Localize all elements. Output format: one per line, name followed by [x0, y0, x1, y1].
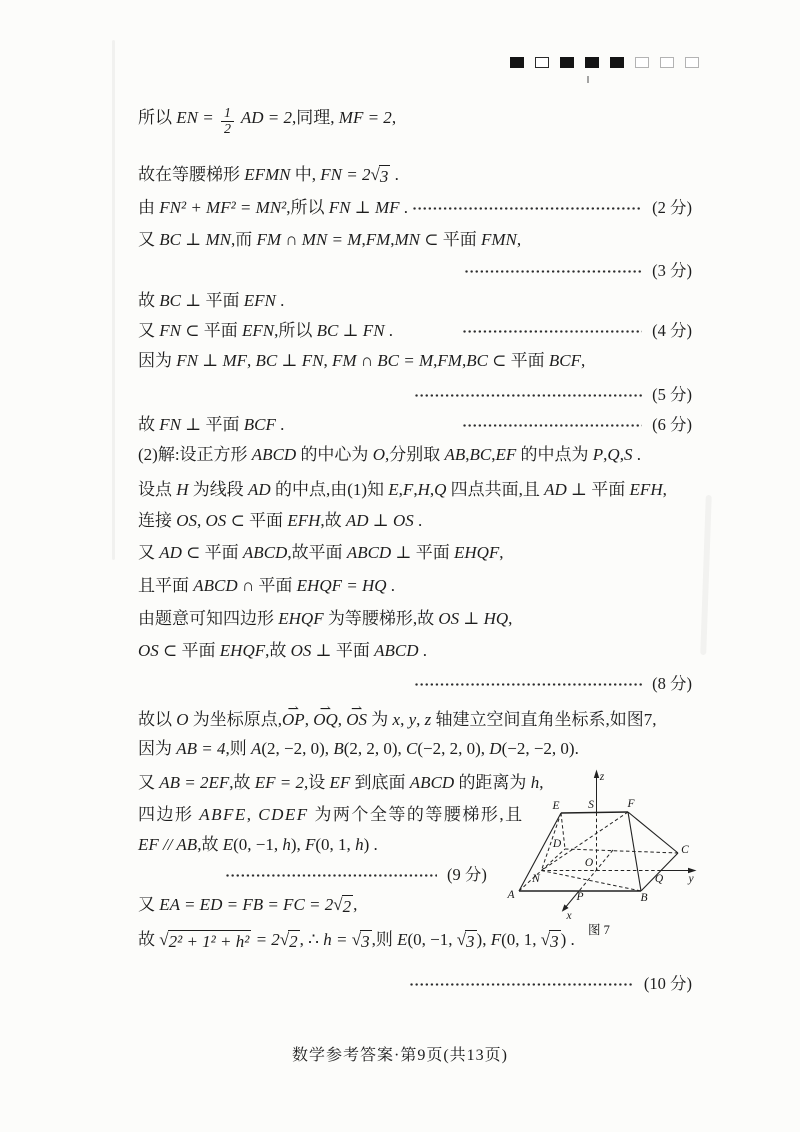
text-run: 又 — [138, 321, 160, 340]
math-run: E — [388, 480, 399, 499]
text-run: , — [391, 108, 397, 127]
math-run: EFMN — [244, 165, 291, 184]
z-arrowhead — [594, 770, 599, 779]
text-line — [138, 607, 692, 631]
math-run: EHQF — [453, 543, 500, 562]
text-run: ⊥ 平面 — [311, 641, 375, 660]
text-run: , ∴ — [299, 930, 324, 949]
math-run: F — [490, 930, 502, 949]
text-run: 由题意可知四边形 — [138, 609, 279, 628]
text-line — [138, 383, 692, 407]
text-run: ,所以 — [274, 321, 317, 340]
math-run: BC — [159, 291, 181, 310]
fraction — [221, 106, 234, 138]
math-run: Q — [434, 480, 447, 499]
math-run: FN — [159, 321, 181, 340]
text-run: , — [429, 480, 435, 499]
math-run: MF = 2 — [338, 108, 392, 127]
figure-label-Q: Q — [654, 873, 664, 885]
text-run: (0, 1, — [315, 835, 356, 854]
math-run: FN = 2 — [320, 165, 371, 184]
text-run: , — [603, 445, 608, 464]
text-run: 又 — [138, 543, 160, 562]
math-run: EF = 2 — [254, 773, 305, 792]
score-label: (8 分) — [652, 674, 692, 693]
text-line — [138, 574, 692, 598]
fraction-denominator: 2 — [221, 121, 234, 137]
math-run: A — [251, 739, 262, 758]
edge-EF — [561, 812, 628, 813]
sqrt-expression — [352, 930, 372, 952]
text-run: 为坐标原点, — [188, 710, 283, 729]
edge-FC — [628, 812, 678, 853]
text-run: 的中点为 — [516, 445, 593, 464]
scan-artifact-right-smudge — [700, 495, 712, 655]
math-run: FN ⊥ MF — [176, 351, 248, 370]
math-run: O — [372, 445, 385, 464]
sqrt-expression — [333, 895, 353, 917]
text-run: 由 — [138, 198, 160, 217]
text-line — [138, 413, 692, 437]
math-run: FN² + MF² = MN² — [159, 198, 287, 217]
math-run: OS — [138, 641, 159, 660]
math-run: ABCD — [193, 576, 238, 595]
text-run: . — [390, 165, 399, 184]
text-run: , — [539, 773, 544, 792]
text-run: (0, −1, — [407, 930, 457, 949]
dotted-leader — [225, 873, 437, 878]
text-run: 因为 — [138, 351, 177, 370]
text-run: 设点 — [138, 480, 177, 499]
math-run: D — [489, 739, 502, 758]
text-run: ,故 — [229, 773, 255, 792]
dotted-leader — [414, 682, 642, 687]
radical-sign: √ — [351, 930, 362, 949]
text-run: , — [337, 710, 347, 729]
text-run: 又 — [138, 895, 160, 914]
math-run: CDEF — [258, 805, 309, 824]
math-run: BC — [466, 351, 488, 370]
text-run: 故 — [138, 291, 160, 310]
text-run: ⊂ 平面 — [158, 641, 220, 660]
math-run: EF — [329, 773, 351, 792]
edge-NB — [541, 871, 641, 892]
math-run: z — [424, 710, 432, 729]
text-run: , — [361, 230, 366, 249]
radical-sign: √ — [540, 930, 551, 949]
text-line — [138, 289, 692, 313]
text-line — [138, 259, 692, 283]
math-run: P — [592, 445, 604, 464]
math-run: OS — [290, 641, 312, 660]
text-run: . — [275, 291, 285, 310]
sqrt-expression — [280, 930, 300, 952]
text-run: 故在等腰梯形 — [138, 165, 245, 184]
text-run: 轴建立空间直角坐标系,如图7, — [431, 710, 657, 729]
text-line — [138, 672, 692, 696]
text-run: . — [418, 641, 428, 660]
score-label: (10 分) — [643, 974, 692, 993]
scan-artifact-tick — [587, 76, 589, 83]
text-run: 到底面 — [350, 773, 410, 792]
text-line — [138, 639, 692, 663]
text-line — [138, 509, 692, 533]
math-run: EHQF — [278, 609, 324, 628]
text-run: , — [323, 351, 332, 370]
text-run: 且平面 — [138, 576, 194, 595]
text-run: ,同理, — [292, 108, 339, 127]
registration-mark — [510, 57, 524, 68]
text-run: 四点共面,且 — [446, 480, 545, 499]
text-run: ⊥ 平面 — [180, 291, 244, 310]
math-run: O — [176, 710, 189, 729]
registration-mark — [560, 57, 574, 68]
math-run: AD — [544, 480, 567, 499]
math-run: FN ⊥ MF — [328, 198, 400, 217]
math-run: AB = 2EF — [159, 773, 230, 792]
math-run: AD = 2 — [236, 108, 293, 127]
figure-label-E: E — [552, 800, 560, 812]
radicand: 2 — [342, 897, 352, 916]
text-run: ,故 — [197, 835, 223, 854]
text-line — [138, 319, 692, 343]
text-run: ), — [290, 835, 305, 854]
math-run: AB = 4 — [176, 739, 226, 758]
text-run: , — [491, 445, 496, 464]
radical-sign: √ — [370, 165, 380, 184]
text-run: , — [246, 805, 259, 824]
math-run: x — [392, 710, 401, 729]
edge-EA — [519, 813, 561, 891]
vector: OP ⇀ — [282, 708, 305, 732]
text-run: 故 — [138, 415, 160, 434]
math-run: C — [406, 739, 418, 758]
text-run: ⊂ 平面 — [180, 321, 242, 340]
math-run: BC — [469, 445, 492, 464]
scan-artifact-left-streak — [112, 40, 115, 560]
dotted-leader — [462, 423, 642, 428]
radical-sign: √ — [456, 930, 467, 949]
text-run: (0, −1, — [233, 835, 283, 854]
radicand: 3 — [379, 167, 389, 186]
math-run: AD — [159, 543, 182, 562]
text-run: 因为 — [138, 739, 177, 758]
text-run: ,分别取 — [384, 445, 445, 464]
text-run: 所以 — [138, 108, 177, 127]
text-line — [138, 196, 692, 220]
radicand: 2 — [289, 932, 298, 951]
text-run: , — [516, 230, 522, 249]
radicand: 3 — [550, 932, 559, 951]
text-run: ,设 — [304, 773, 330, 792]
math-run: = 2 — [251, 930, 280, 949]
score-label: (4 分) — [652, 321, 692, 340]
sqrt-expression — [370, 165, 390, 187]
text-line — [138, 349, 692, 373]
math-run: B — [333, 739, 344, 758]
text-run: (−2, −2, 0). — [501, 739, 579, 758]
math-run: h = — [323, 930, 352, 949]
edge-BC — [641, 853, 678, 891]
math-run: FM — [437, 351, 462, 370]
math-run: h — [355, 835, 364, 854]
fraction-numerator: 1 — [223, 106, 231, 121]
math-run: H — [176, 480, 189, 499]
math-run: FMN — [480, 230, 517, 249]
figure-label-F: F — [627, 798, 635, 810]
figure-label-P: P — [576, 891, 584, 903]
math-run: EN = — [176, 108, 218, 127]
text-run: , — [353, 895, 358, 914]
text-line — [138, 702, 692, 732]
math-run: EFH — [287, 511, 321, 530]
radical-sign: √ — [333, 895, 343, 914]
edge-ED — [561, 813, 565, 849]
text-run: , — [461, 351, 467, 370]
text-run: 中, — [290, 165, 321, 184]
text-run: ,所以 — [286, 198, 329, 217]
math-run: EFN — [241, 321, 275, 340]
text-run: 又 — [138, 773, 160, 792]
math-run: S — [623, 445, 633, 464]
text-run: , — [499, 543, 504, 562]
text-run: , — [662, 480, 667, 499]
figure-7 — [493, 753, 705, 943]
text-run: ,故 — [320, 511, 346, 530]
figure-label-O: O — [584, 857, 594, 869]
registration-mark — [635, 57, 649, 68]
text-run: , — [416, 710, 425, 729]
math-run: OS — [176, 511, 198, 530]
math-run: BCF — [548, 351, 582, 370]
vector: OS ⇀ — [346, 708, 367, 732]
radical-sign: √ — [279, 930, 290, 949]
math-run: E — [222, 835, 234, 854]
text-run: ⊥ 平面 — [180, 415, 244, 434]
math-run: E — [397, 930, 408, 949]
text-run: , — [197, 511, 206, 530]
text-run: ) . — [363, 835, 378, 854]
math-run: EFH — [629, 480, 663, 499]
text-run: . — [632, 445, 641, 464]
text-run: ,则 — [225, 739, 251, 758]
text-run: . — [275, 415, 285, 434]
figure-label-y: y — [688, 873, 694, 885]
text-run: ,故 — [265, 641, 291, 660]
text-run: (2, −2, 0), — [261, 739, 334, 758]
text-run: , — [398, 480, 403, 499]
text-run: , — [413, 480, 418, 499]
text-run: ⊂ 平面 — [181, 543, 243, 562]
registration-mark — [610, 57, 624, 68]
math-run: OS ⊥ HQ — [438, 609, 509, 628]
math-run: BC ⊥ FN — [316, 321, 385, 340]
text-line — [138, 972, 692, 996]
dotted-leader — [462, 329, 642, 334]
math-run: ABFE — [199, 805, 247, 824]
text-run: (0, 1, — [501, 930, 541, 949]
radical-sign: √ — [159, 930, 169, 949]
score-label: (6 分) — [652, 415, 692, 434]
math-run: AB — [444, 445, 466, 464]
figure-label-N: N — [532, 873, 540, 885]
text-run: 的距离为 — [454, 773, 531, 792]
math-run: AD ⊥ OS — [345, 511, 414, 530]
text-run: ∩ 平面 — [237, 576, 297, 595]
text-run: (−2, 2, 0), — [417, 739, 490, 758]
text-line — [138, 106, 692, 138]
math-run: FM ∩ MN = M — [256, 230, 362, 249]
figure-label-B: B — [640, 892, 648, 904]
text-line — [138, 163, 692, 187]
math-run: ABCD — [251, 445, 297, 464]
registration-mark — [685, 57, 699, 68]
math-run: BC ⊥ FN — [255, 351, 324, 370]
text-line — [138, 228, 692, 252]
sqrt-expression — [457, 930, 477, 952]
text-run: , — [247, 351, 256, 370]
text-run: ) . — [560, 930, 575, 949]
text-run: , — [619, 445, 624, 464]
math-run: h — [282, 835, 291, 854]
figure-caption: 图 7 — [588, 923, 610, 937]
text-run: 四边形 — [138, 805, 200, 824]
math-run: FM — [365, 230, 391, 249]
text-run: , — [581, 351, 586, 370]
text-run: 连接 — [138, 511, 177, 530]
figure-label-C: C — [681, 844, 689, 856]
score-label: (5 分) — [652, 385, 692, 404]
math-run: ABCD — [374, 641, 419, 660]
math-run: OS — [205, 511, 227, 530]
math-run: EFN — [243, 291, 276, 310]
text-run: 为等腰梯形,故 — [323, 609, 439, 628]
text-run: (2)解:设正方形 — [138, 445, 252, 464]
math-run: EA = ED = FB = FC = 2 — [159, 895, 334, 914]
text-run: 故以 — [138, 710, 177, 729]
math-run: y — [408, 710, 417, 729]
text-run: 的中点,由(1)知 — [270, 480, 389, 499]
text-run: ,而 — [230, 230, 257, 249]
text-line — [138, 541, 692, 565]
text-run: , — [304, 710, 314, 729]
math-run: AD — [248, 480, 271, 499]
text-run: (2, 2, 0), — [343, 739, 407, 758]
math-run: EF // AB — [138, 835, 198, 854]
dotted-leader — [412, 206, 642, 211]
math-run: F — [305, 835, 316, 854]
figure-axes — [565, 775, 694, 909]
text-run: , — [465, 445, 470, 464]
text-run: 的中心为 — [296, 445, 373, 464]
text-run: . — [386, 576, 396, 595]
text-run: 又 — [138, 230, 160, 249]
score-label: (3 分) — [652, 261, 692, 280]
registration-mark — [585, 57, 599, 68]
figure-label-z: z — [599, 771, 605, 783]
text-run: ,则 — [371, 930, 398, 949]
text-run: , — [400, 710, 409, 729]
text-run: ⊂ 平面 — [419, 230, 481, 249]
text-line — [138, 443, 692, 467]
math-run: EHQF — [219, 641, 266, 660]
math-run: FM ∩ BC = M — [331, 351, 434, 370]
math-run: FN — [159, 415, 181, 434]
registration-mark — [660, 57, 674, 68]
math-run: MN — [394, 230, 420, 249]
math-run: H — [417, 480, 430, 499]
math-run: EHQF = HQ — [296, 576, 387, 595]
math-run: Q — [607, 445, 620, 464]
radicand: 3 — [361, 932, 370, 951]
text-run: ⊥ 平面 — [391, 543, 454, 562]
math-run: ABCD — [242, 543, 288, 562]
math-run: EF — [495, 445, 517, 464]
edge-DC — [565, 849, 678, 853]
math-run: BCF — [243, 415, 276, 434]
sqrt-expression — [159, 930, 251, 952]
text-run: . — [399, 198, 409, 217]
text-run: 为线段 — [188, 480, 249, 499]
text-run: 为两个全等的等腰梯形,且 — [308, 805, 524, 824]
text-run: . — [384, 321, 394, 340]
page-footer: 数学参考答案·第9页(共13页) — [292, 1047, 508, 1064]
text-run: 为 — [367, 710, 393, 729]
figure-label-S: S — [588, 799, 594, 811]
text-run: , — [508, 609, 513, 628]
text-run: ⊂ 平面 — [487, 351, 549, 370]
dotted-leader — [409, 982, 634, 987]
registration-marks — [510, 57, 699, 68]
math-run: F — [402, 480, 414, 499]
math-run: ABCD — [346, 543, 392, 562]
text-run: , — [390, 230, 395, 249]
text-run: ⊂ 平面 — [226, 511, 288, 530]
registration-mark — [535, 57, 549, 68]
math-run: BC ⊥ MN — [159, 230, 231, 249]
text-line — [138, 478, 692, 502]
text-run: ⊥ 平面 — [566, 480, 630, 499]
score-label: (9 分) — [447, 865, 487, 884]
dotted-leader — [414, 393, 642, 398]
text-run: ), — [476, 930, 491, 949]
figure-label-A: A — [507, 889, 515, 901]
math-run: ABCD — [409, 773, 455, 792]
text-run: , — [433, 351, 438, 370]
math-run: h — [530, 773, 540, 792]
text-run: . — [413, 511, 423, 530]
figure-label-x: x — [566, 910, 572, 922]
text-run: 故 — [138, 930, 160, 949]
vector: OQ ⇀ — [313, 708, 338, 732]
score-label: (2 分) — [652, 198, 692, 217]
radicand: 3 — [466, 932, 475, 951]
figure-label-D: D — [552, 838, 562, 850]
radicand: 2² + 1² + h² — [168, 932, 250, 951]
text-run: ,故平面 — [287, 543, 347, 562]
dotted-leader — [464, 269, 642, 274]
